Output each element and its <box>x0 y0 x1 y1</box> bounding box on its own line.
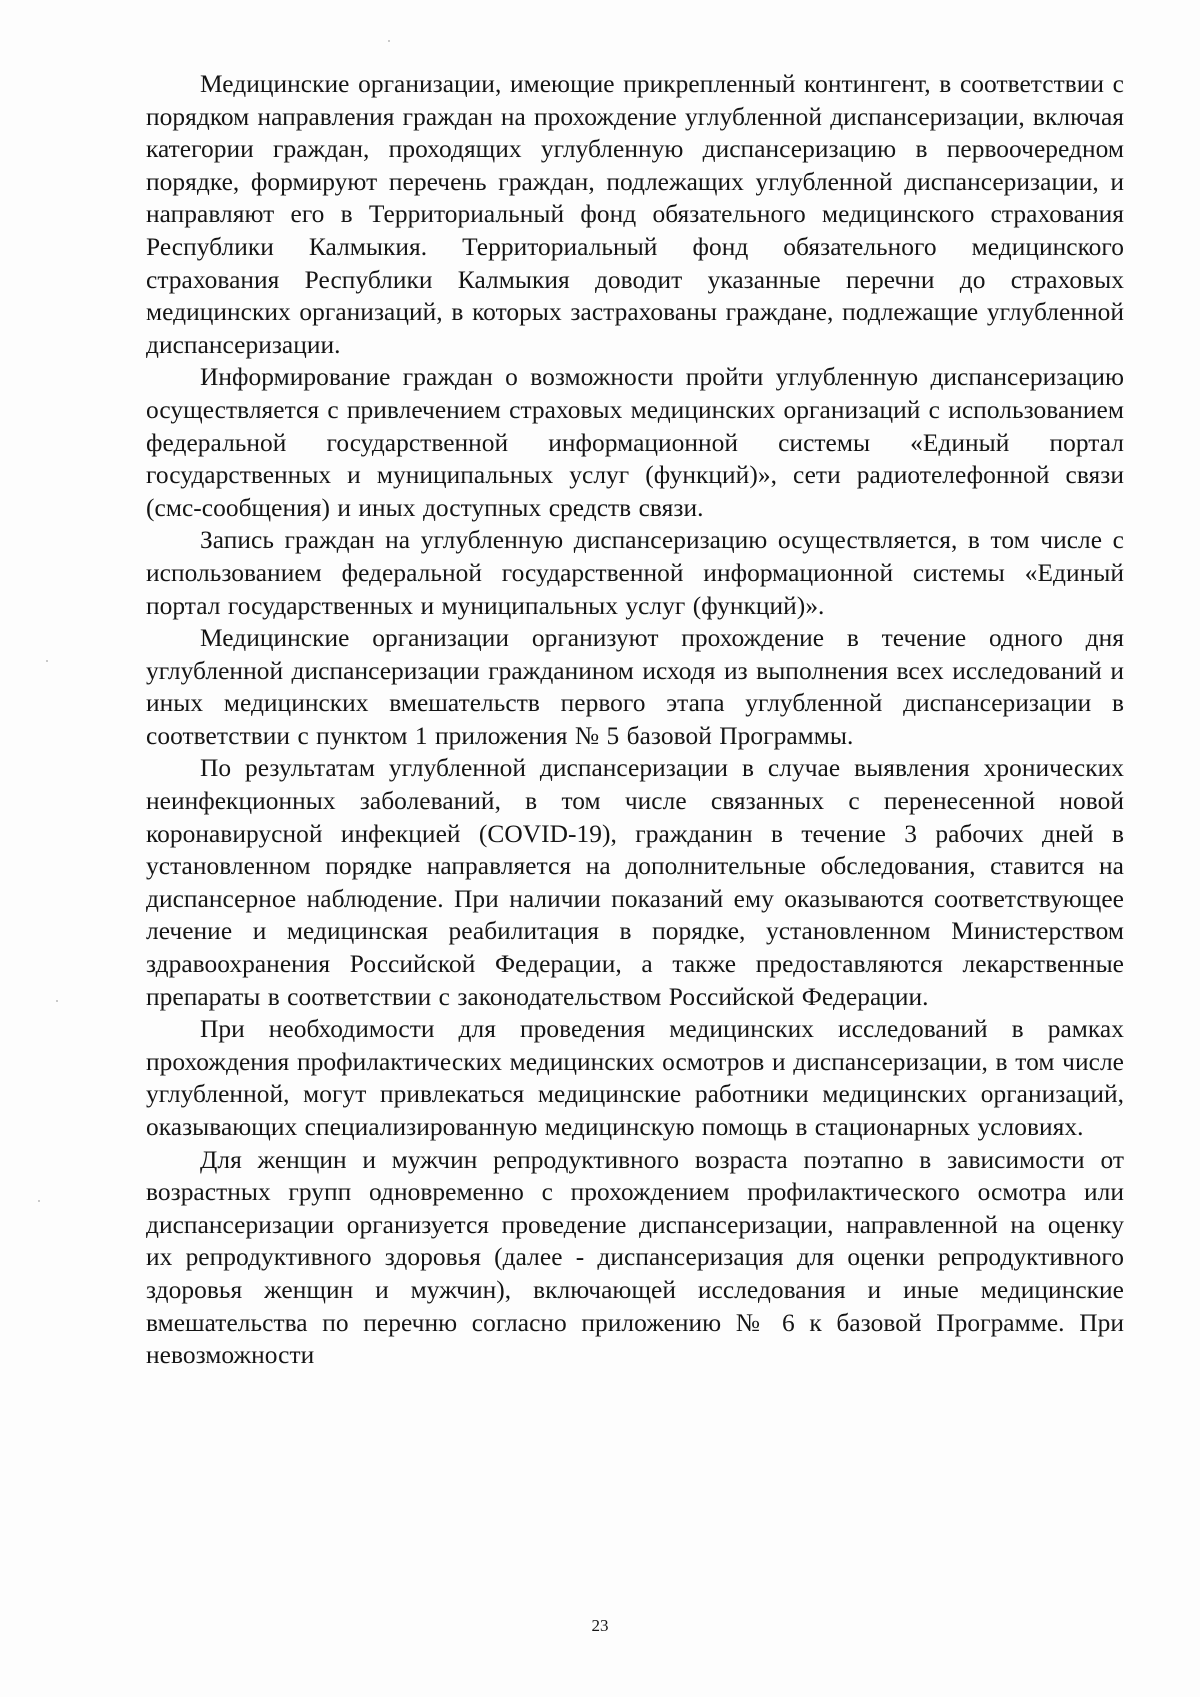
paragraph-involving-specialists: При необходимости для проведения медицинских исследований в рамках прохождения профилактических медицинских осмотров и диспансеризации, в том числе углубленной, могут привлекаться медицинские работники медицинских организаций, оказывающих специализированную медицинскую помощь в стационарных условиях. <box>146 1015 1124 1141</box>
paragraph-registration: Запись граждан на углубленную диспансеризацию осуществляется, в том числе с использованием федеральной государственной информационной системы «Единый портал государственных и муниципальных услуг (функций)». <box>146 526 1124 620</box>
paragraph-reproductive-health: Для женщин и мужчин репродуктивного возраста поэтапно в зависимости от возрастных групп одновременно с прохождением профилактического осмотра или диспансеризации организуется проведение диспансеризации, направленной на оценку их репродуктивного здоровья (далее - диспансеризация для оценки репродуктивного здоровья женщин и мужчин), включающей исследования и иные медицинские вмешательства по перечню согласно приложению № 6 к базовой Программе. При невозможности <box>146 1145 1124 1370</box>
scan-speck <box>46 660 48 662</box>
paragraph-one-day-examination: Медицинские организации организуют прохождение в течение одного дня углубленной диспансеризации гражданином исходя из выполнения всех исследований и иных медицинских вмешательств первого этапа углубленной диспансеризации в соответствии с пунктом 1 приложения № 5 базовой Программы. <box>146 624 1124 750</box>
document-body <box>146 68 1124 1372</box>
paragraph-examination-results: По результатам углубленной диспансеризации в случае выявления хронических неинфекционных заболеваний, в том числе связанных с перенесенной новой коронавирусной инфекцией (COVID-19), гражданин в течение 3 рабочих дней в установленном порядке направляется на дополнительные обследования, ставится на диспансерное наблюдение. При наличии показаний ему оказываются соответствующее лечение и медицинская реабилитация в порядке, установленном Министерством здравоохранения Российской Федерации, а также предоставляются лекарственные препараты в соответствии с законодательством Российской Федерации. <box>146 754 1124 1011</box>
paragraph-informing-citizens: Информирование граждан о возможности пройти углубленную диспансеризацию осуществляется с привлечением страховых медицинских организаций с использованием федеральной государственной информационной системы «Единый портал государственных и муниципальных услуг (функций)», сети радиотелефонной связи (смс-сообщения) и иных доступных средств связи. <box>146 363 1124 522</box>
paragraph-referral-list: Медицинские организации, имеющие прикрепленный контингент, в соответствии с порядком направления граждан на прохождение углубленной диспансеризации, включая категории граждан, проходящих углубленную диспансеризацию в первоочередном порядке, формируют перечень граждан, подлежащих углубленной диспансеризации, и направляют его в Территориальный фонд обязательного медицинского страхования Республики Калмыкия. Территориальный фонд обязательного медицинского страхования Республики Калмыкия доводит указанные перечни до страховых медицинских организаций, в которых застрахованы граждане, подлежащие углубленной диспансеризации. <box>146 70 1124 359</box>
scan-speck <box>56 1000 58 1002</box>
page-number: 23 <box>591 1616 609 1635</box>
scan-speck <box>38 1200 40 1202</box>
scan-speck <box>388 40 390 42</box>
